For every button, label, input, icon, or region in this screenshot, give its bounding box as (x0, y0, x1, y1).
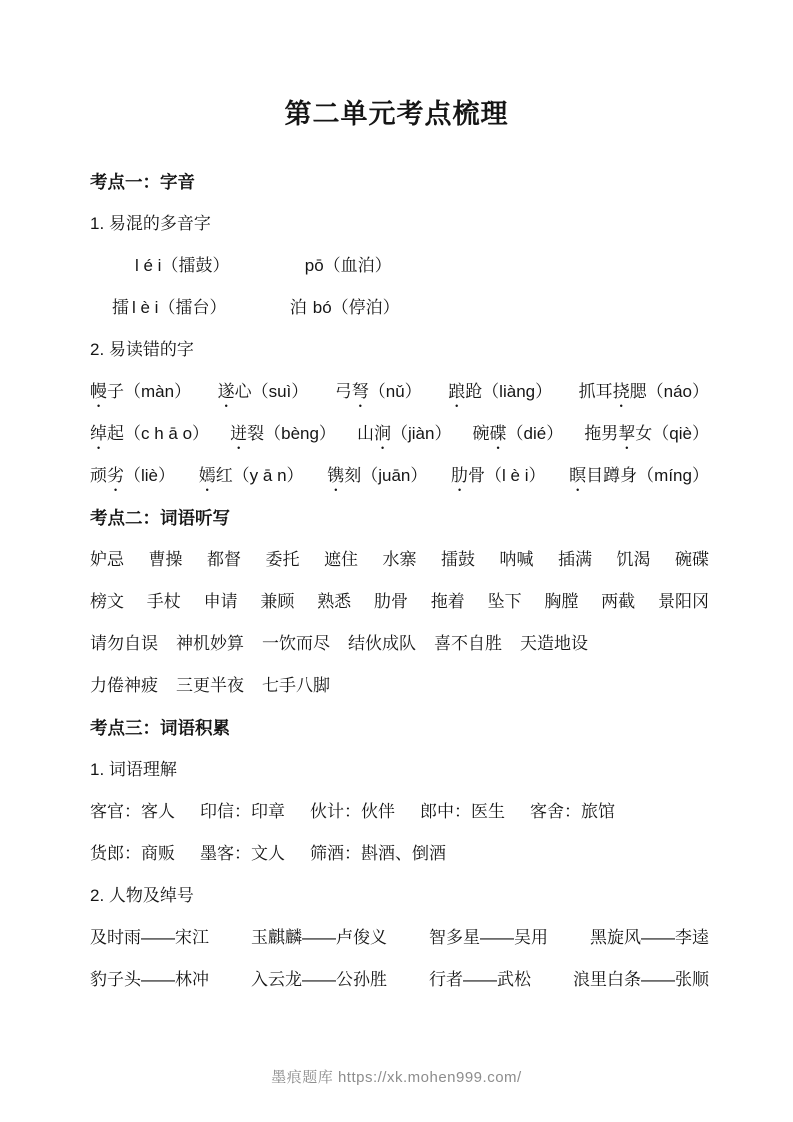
emphasized-char: 踉 (448, 382, 466, 401)
dictation-word: 委托 (265, 550, 300, 569)
dictation-row-1 (90, 539, 709, 581)
misread-word: 幔子（màn） (90, 382, 192, 401)
footer-watermark: 墨痕题库 https://xk.mohen999.com/ (271, 1069, 522, 1086)
example-word-tingbo: （停泊） (331, 298, 400, 317)
dictation-word: 申请 (203, 592, 238, 611)
dictation-idiom: 请勿自误 (90, 634, 158, 653)
gloss-pair: 客舍：旅馆 (530, 802, 615, 821)
gloss-row-1 (90, 791, 709, 833)
misread-word: 碗碟（dié） (472, 424, 564, 443)
gloss-row-2 (90, 833, 709, 875)
misread-word: 嫣红（y ā n） (198, 466, 304, 485)
emphasized-char: 迸 (230, 424, 248, 443)
pinyin-po1: pō (304, 256, 324, 275)
gloss-pair: 货郎：商贩 (90, 844, 175, 863)
section3-sub1-label: 1. 词语理解 (90, 760, 177, 779)
dictation-idiom: 七手八脚 (262, 676, 330, 695)
dictation-word: 水寨 (382, 550, 417, 569)
example-word-leigu: （擂鼓） (161, 256, 230, 275)
gloss-pair: 伙计：伙伴 (310, 802, 395, 821)
section1-sub1-label: 1. 易混的多音字 (90, 214, 211, 233)
dictation-word: 妒忌 (90, 550, 124, 569)
dictation-word: 擂鼓 (441, 550, 475, 569)
emphasized-char: 幔 (90, 382, 107, 401)
polyphone-lei-reading1 (135, 245, 300, 287)
dictation-word: 都督 (207, 550, 241, 569)
dictation-word: 榜文 (90, 592, 124, 611)
emphasized-char: 碟 (489, 424, 507, 443)
emphasized-char: 劣 (107, 466, 124, 485)
emphasized-char: 遂 (217, 382, 235, 401)
misread-word: 绰起（c h ā o） (90, 424, 210, 443)
dictation-word: 碗碟 (675, 550, 709, 569)
pinyin-bo2: bó (312, 298, 332, 317)
emphasized-char: 涧 (374, 424, 391, 443)
hanzi-po: 泊 (289, 298, 307, 317)
emphasized-char: 绰 (90, 424, 107, 443)
example-word-xuepo: （血泊） (323, 256, 392, 275)
emphasized-char: 挈 (618, 424, 636, 443)
misread-word: 踉跄（liàng） (448, 382, 553, 401)
section1-sub2-label: 2. 易读错的字 (90, 340, 194, 359)
hanzi-lei: 擂 (112, 298, 129, 317)
section2-heading: 考点二：词语听写 (90, 508, 230, 528)
emphasized-char: 嫣 (198, 466, 216, 485)
polyphone-po-reading1 (305, 256, 392, 275)
gloss-pair: 郎中：医生 (420, 802, 505, 821)
polyphone-line-1 (90, 245, 709, 287)
dictation-idiom: 天造地设 (520, 634, 588, 653)
misread-word: 拖男挈女（qiè） (584, 424, 709, 443)
misread-word: 弓弩（nǔ） (334, 382, 422, 401)
nickname-row-1 (90, 917, 709, 959)
dictation-word: 曹操 (148, 550, 183, 569)
misread-row-2 (90, 413, 709, 455)
dictation-word: 肋骨 (373, 592, 408, 611)
gloss-pair: 印信：印章 (200, 802, 285, 821)
misread-word: 瞑目蹲身（míng） (569, 466, 709, 485)
pinyin-lei1: l é i (135, 256, 162, 275)
dictation-idiom: 喜不自胜 (434, 634, 502, 653)
emphasized-char: 挠 (612, 382, 630, 401)
nickname-pair: 行者——武松 (429, 970, 531, 989)
misread-word: 肋骨（l è i） (451, 466, 546, 485)
nickname-pair: 玉麒麟——卢俊义 (251, 928, 387, 947)
dictation-idiom: 一饮而尽 (262, 634, 330, 653)
misread-word: 迸裂（bèng） (230, 424, 336, 443)
nickname-pair: 浪里白条——张顺 (573, 970, 709, 989)
nickname-pair: 豹子头——林冲 (90, 970, 209, 989)
dictation-word: 熟悉 (317, 592, 352, 611)
gloss-pair: 墨客：文人 (200, 844, 285, 863)
pinyin-lei2: l è i (132, 298, 159, 317)
emphasized-char: 肋 (451, 466, 469, 485)
dictation-idiom: 力倦神疲 (90, 676, 158, 695)
dictation-row-2 (90, 581, 709, 623)
polyphone-po-reading2 (290, 298, 400, 317)
section3-sub2-label: 2. 人物及绰号 (90, 886, 194, 905)
misread-row-3 (90, 455, 709, 497)
dictation-word: 景阳冈 (657, 592, 709, 611)
dictation-word: 胸膛 (544, 592, 579, 611)
nickname-row-2 (90, 959, 709, 1001)
dictation-idiom: 三更半夜 (176, 676, 244, 695)
misread-word: 遂心（suì） (217, 382, 309, 401)
dictation-word: 两截 (601, 592, 636, 611)
dictation-word: 饥渴 (616, 550, 651, 569)
nickname-pair: 黑旋风——李逵 (590, 928, 709, 947)
dictation-row-3 (90, 623, 709, 665)
gloss-pair: 客官：客人 (90, 802, 175, 821)
polyphone-line-2 (90, 287, 709, 329)
page-title: 第二单元考点梳理 (284, 99, 509, 129)
emphasized-char: 弩 (351, 382, 369, 401)
example-word-leitai: （擂台） (158, 298, 227, 317)
dictation-word: 坠下 (487, 592, 522, 611)
dictation-idiom: 神机妙算 (176, 634, 244, 653)
misread-row-1 (90, 371, 709, 413)
dictation-word: 呐喊 (499, 550, 534, 569)
dictation-word: 拖着 (430, 592, 465, 611)
misread-word: 顽劣（liè） (90, 466, 176, 485)
gloss-pair: 筛酒：斟酒、倒酒 (310, 844, 446, 863)
dictation-word: 遮住 (324, 550, 358, 569)
polyphone-lei-reading2 (112, 287, 285, 329)
dictation-row-4 (90, 665, 709, 707)
section1-heading: 考点一：字音 (90, 172, 195, 192)
dictation-idiom: 结伙成队 (348, 634, 416, 653)
misread-word: 抓耳挠腮（náo） (578, 382, 709, 401)
nickname-pair: 智多星——吴用 (429, 928, 548, 947)
emphasized-char: 瞑 (569, 466, 587, 485)
nickname-pair: 及时雨——宋江 (90, 928, 209, 947)
nickname-pair: 入云龙——公孙胜 (251, 970, 387, 989)
document-content (90, 161, 709, 1001)
emphasized-char: 镌 (327, 466, 345, 485)
dictation-word: 手杖 (146, 592, 181, 611)
misread-word: 镌刻（juān） (327, 466, 428, 485)
section3-heading: 考点三：词语积累 (90, 718, 230, 738)
dictation-word: 兼顾 (260, 592, 295, 611)
dictation-word: 插满 (558, 550, 592, 569)
misread-word: 山涧（jiàn） (357, 424, 452, 443)
